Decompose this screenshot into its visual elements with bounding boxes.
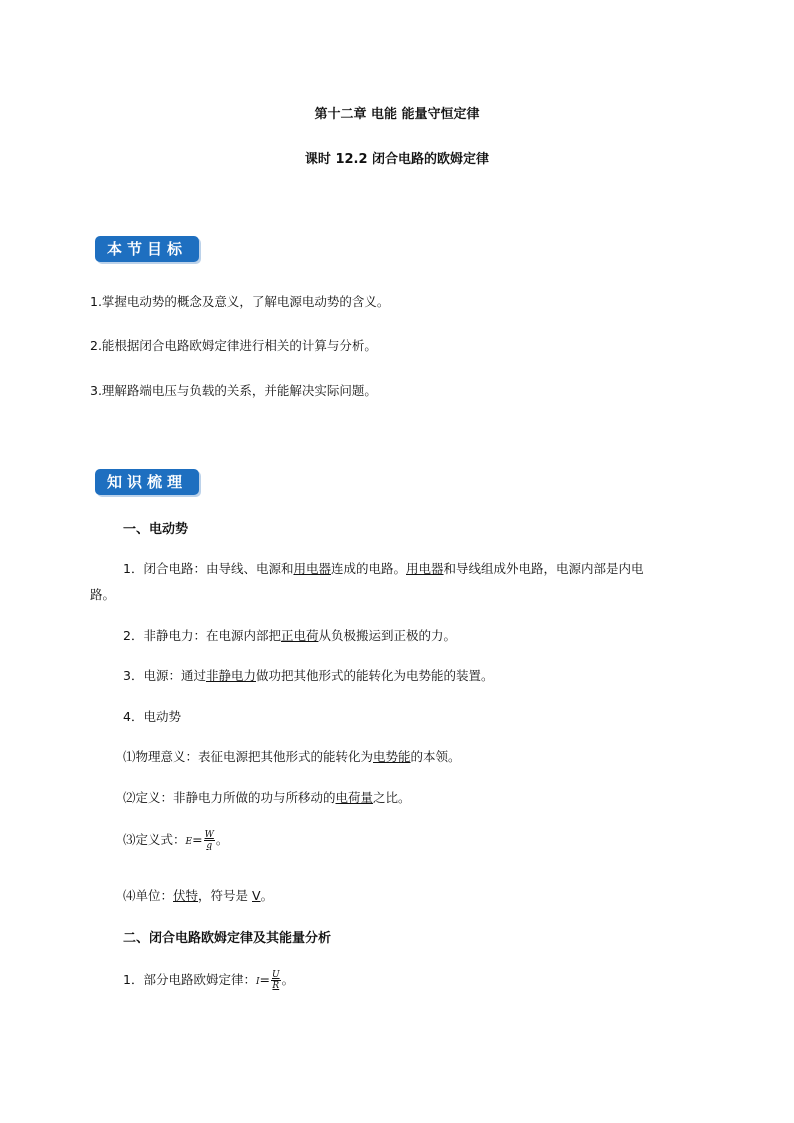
chapter-title: 第十二章 电能 能量守恒定律 [314, 107, 480, 122]
goal-item: 1.掌握电动势的概念及意义，了解电源电动势的含义。 [90, 294, 390, 309]
answer-blank: 用电器 [293, 561, 331, 576]
goal-item: 2.能根据闭合电路欧姆定律进行相关的计算与分析。 [90, 338, 377, 353]
answer-blank: 正电荷 [280, 628, 319, 643]
answer-blank: 伏特 [173, 888, 199, 903]
emf-unit: ⑷单位：伏特，符号是 V。 [123, 888, 274, 903]
emf-formula: ⑶定义式：E= $\frac{W}{q}$ 。 [123, 830, 229, 851]
section-heading: 一、电动势 [123, 522, 189, 537]
answer-blank: V [252, 888, 261, 903]
lesson-title: 课时 12.2 闭合电路的欧姆定律 [304, 152, 490, 167]
formula-fraction: $\frac{W}{q}$ [204, 830, 214, 851]
ohm-law-item: 1．部分电路欧姆定律：I= $\frac{U}{R}$ 。 [123, 970, 295, 991]
power-source-item: 3．电源：通过非静电力做功把其他形式的能转化为电势能的装置。 [123, 668, 494, 683]
answer-blank: 电势能 [373, 749, 411, 764]
emf-definition: ⑵定义：非静电力所做的功与所移动的电荷量之比。 [123, 790, 411, 805]
section-heading: 二、闭合电路欧姆定律及其能量分析 [123, 931, 332, 946]
formula-fraction: $\frac{U}{R}$ [272, 970, 280, 991]
answer-blank: 非静电力 [205, 668, 256, 683]
answer-blank: 用电器 [406, 561, 444, 576]
closed-circuit-item: 1．闭合电路：由导线、电源和用电器连成的电路。用电器和导线组成外电路，电源内部是内电 [123, 561, 644, 576]
knowledge-badge: 知识梳理 [95, 469, 199, 495]
answer-blank: 电荷量 [335, 790, 374, 805]
goals-badge: 本节目标 [95, 236, 199, 262]
non-electrostatic-force-item: 2．非静电力：在电源内部把正电荷从负极搬运到正极的力。 [123, 628, 456, 643]
closed-circuit-item-cont: 路。 [90, 587, 116, 602]
emf-item: 4．电动势 [123, 709, 181, 724]
emf-meaning: ⑴物理意义：表征电源把其他形式的能转化为电势能的本领。 [123, 749, 461, 764]
goal-item: 3.理解路端电压与负载的关系，并能解决实际问题。 [90, 383, 377, 398]
